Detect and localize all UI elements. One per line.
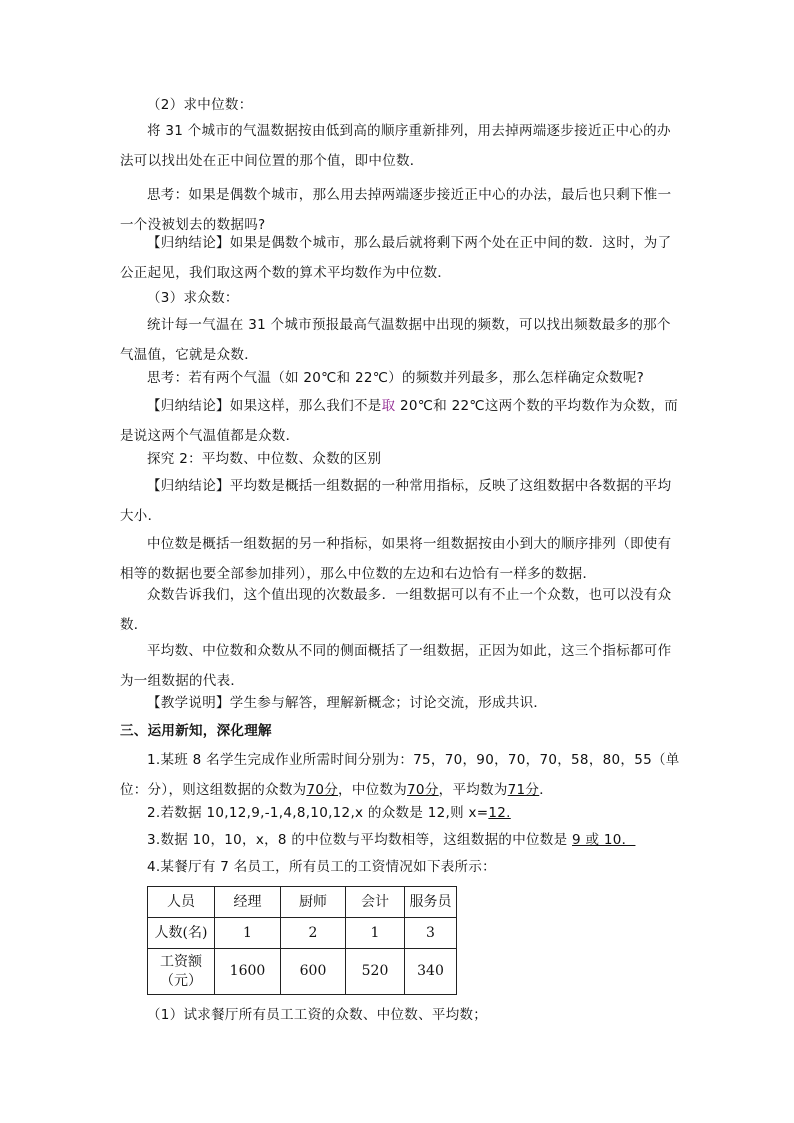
table-cell: 600 <box>281 949 346 995</box>
salary-table <box>147 886 457 995</box>
table-header-cell: 人员 <box>148 887 215 918</box>
table-cell: 520 <box>346 949 405 995</box>
section-3-paragraph: 统计每一气温在 31 个城市预报最高气温数据中出现的频数，可以找出频数最多的那个气温值，它就是众数． <box>120 317 671 363</box>
row-label-line-2: （元） <box>160 972 202 989</box>
table-header-cell: 厨师 <box>281 887 346 918</box>
table-cell: 1 <box>346 918 405 949</box>
question-1 <box>120 745 680 805</box>
table-row <box>148 918 457 949</box>
teaching-note: 【教学说明】学生参与解答，理解新概念；讨论交流，形成共识． <box>147 695 548 711</box>
section-2-paragraph: 将 31 个城市的气温数据按由低到高的顺序重新排列，用去掉两端逐步接近正中心的办法可以找出处在正中间位置的那个值，即中位数． <box>120 123 671 169</box>
q1-mid-2: ，平均数为 <box>438 782 508 798</box>
table-cell: 1 <box>215 918 281 949</box>
explore-2-heading: 探究 2：平均数、中位数、众数的区别 <box>147 451 382 467</box>
salary-table-wrap <box>147 886 457 995</box>
q1-answer-mean: 71分 <box>507 782 540 798</box>
section-2-think: 思考：如果是偶数个城市，那么用去掉两端逐步接近正中心的办法，最后也只剩下惟一一个没被划去的数据吗? <box>120 187 672 233</box>
section-3-title: （3）求众数： <box>147 290 239 306</box>
question-4-stem: 4.某餐厅有 7 名员工，所有员工的工资情况如下表所示： <box>147 859 496 875</box>
conclusion-text-c: 20℃和 22℃这两个数的平均数作为众数，而是说这两个气温值都是众数． <box>120 398 679 444</box>
q3-answer: 9 或 10． <box>572 832 636 848</box>
q2-stem: 2.若数据 10,12,9,-1,4,8,10,12,x 的众数是 12,则 x= <box>147 805 489 821</box>
conclusion-text-a: 【归纳结论】如果这样，那么我们不是 <box>147 398 382 414</box>
part-3-title: 三、运用新知，深化理解 <box>120 723 272 739</box>
table-header-cell: 经理 <box>215 887 281 918</box>
q1-mid-1: ，中位数为 <box>338 782 408 798</box>
q1-answer-median: 70分 <box>407 782 439 798</box>
three-indicators-paragraph: 平均数、中位数和众数从不同的侧面概括了一组数据，正因为如此，这三个指标都可作为一组数据的代表． <box>120 643 672 689</box>
q3-stem: 3.数据 10，10，x，8 的中位数与平均数相等，这组数据的中位数是 <box>147 832 568 848</box>
conclusion-average: 【归纳结论】平均数是概括一组数据的一种常用指标，反映了这组数据中各数据的平均大小． <box>120 478 672 524</box>
row-label-line-1: 工资额 <box>160 953 202 970</box>
mode-paragraph: 众数告诉我们，这个值出现的次数最多．一组数据可以有不止一个众数，也可以没有众数． <box>120 587 672 633</box>
table-row-label <box>148 949 215 995</box>
conclusion-highlight: 取 <box>381 398 396 414</box>
question-3 <box>120 830 680 851</box>
section-3-think: 思考：若有两个气温（如 20℃和 22℃）的频数并列最多，那么怎样确定众数呢? <box>147 370 645 386</box>
table-row-label: 人数(名) <box>148 918 215 949</box>
table-header-cell: 会计 <box>346 887 405 918</box>
table-row <box>148 949 457 995</box>
q2-answer: 12. <box>488 805 511 821</box>
question-4-sub-1: （1）试求餐厅所有员工工资的众数、中位数、平均数； <box>147 1007 488 1023</box>
q1-answer-mode: 70分 <box>306 782 339 798</box>
table-header-cell: 服务员 <box>405 887 457 918</box>
table-cell: 1600 <box>215 949 281 995</box>
q1-stem: 1.某班 8 名学生完成作业所需时间分别为：75，70，90，70，70，58，80，55（单位：分），则这组数据的众数为 <box>120 752 680 798</box>
q1-end: ． <box>539 782 554 798</box>
table-cell: 340 <box>405 949 457 995</box>
table-header-row <box>148 887 457 918</box>
table-cell: 2 <box>281 918 346 949</box>
section-2-conclusion: 【归纳结论】如果是偶数个城市，那么最后就将剩下两个处在正中间的数．这时，为了公正起见，我们取这两个数的算术平均数作为中位数． <box>120 235 672 281</box>
section-2-title: （2）求中位数： <box>147 97 253 113</box>
table-cell: 3 <box>405 918 457 949</box>
median-paragraph: 中位数是概括一组数据的另一种指标，如果将一组数据按由小到大的顺序排列（即使有相等的数据也要全部参加排列），那么中位数的左边和右边恰有一样多的数据． <box>120 536 672 582</box>
section-3-conclusion <box>120 391 680 451</box>
question-2 <box>120 803 680 824</box>
